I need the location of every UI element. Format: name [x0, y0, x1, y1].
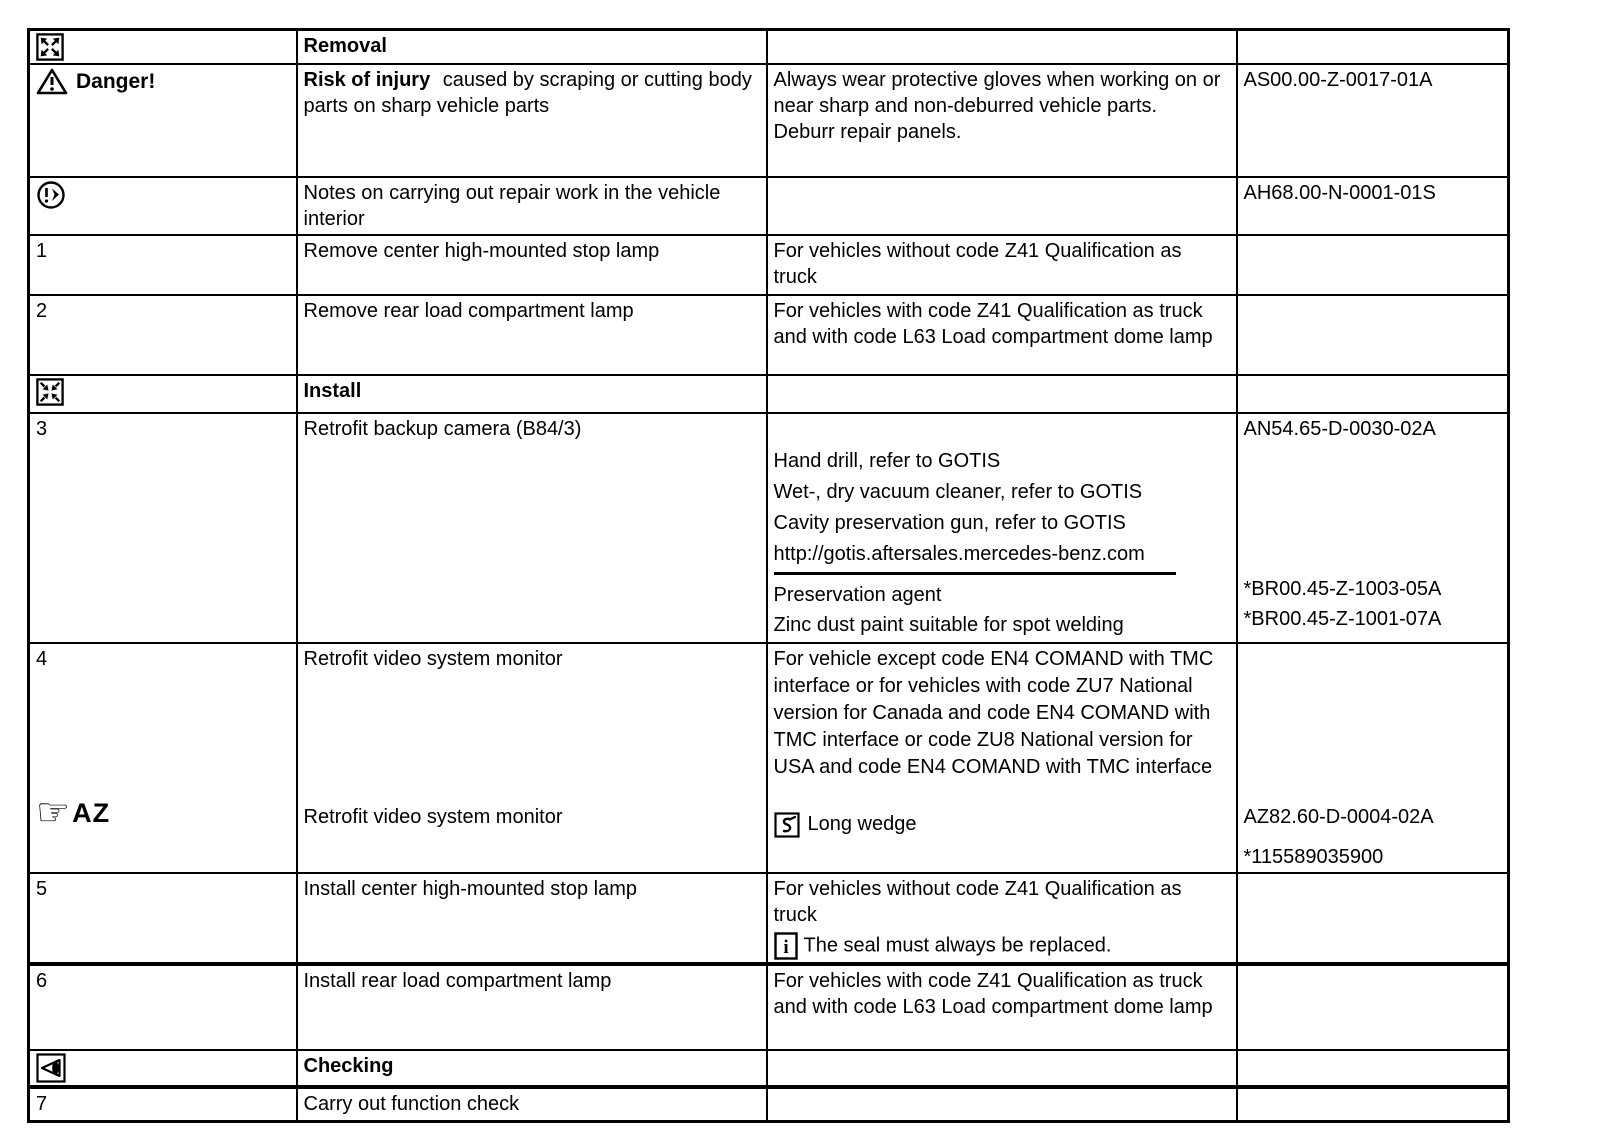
task-text: Retrofit video system monitor — [303, 648, 563, 670]
note-text: For vehicles without code Z41 Qualification as truck — [773, 878, 1182, 926]
task-cell — [297, 873, 767, 964]
code-cell — [1237, 643, 1509, 873]
doc-code: *BR00.45-Z-1001-07A — [1243, 608, 1442, 630]
risk-title: Risk of injury — [303, 69, 431, 91]
code-cell — [1237, 64, 1509, 177]
doc-code: AN54.65-D-0030-02A — [1243, 418, 1436, 440]
note-text: Always wear protective gloves when working on or near sharp and non-deburred vehicle parts. — [773, 69, 1221, 117]
table-row — [29, 30, 1509, 65]
note-cell — [767, 643, 1237, 873]
doc-code: AH68.00-N-0001-01S — [1243, 182, 1436, 204]
symbol-cell — [29, 64, 297, 177]
task-cell — [297, 1050, 767, 1087]
table-row — [29, 873, 1509, 964]
material-item: Preservation agent — [773, 584, 942, 606]
table-row — [29, 375, 1509, 413]
table-row — [29, 235, 1509, 295]
note-cell — [767, 873, 1237, 964]
tool-item: Wet-, dry vacuum cleaner, refer to GOTIS — [773, 481, 1143, 503]
step-number-cell — [29, 643, 297, 873]
task-text: Remove rear load compartment lamp — [303, 300, 634, 322]
task-text: Notes on carrying out repair work in the vehicle interior — [303, 182, 721, 230]
note-text: For vehicles without code Z41 Qualification as truck — [773, 240, 1182, 288]
warning-triangle-icon — [36, 67, 68, 96]
info-icon — [774, 932, 798, 960]
code-cell — [1237, 1087, 1509, 1121]
note-cell — [767, 295, 1237, 375]
note-cell — [767, 413, 1237, 643]
table-row — [29, 643, 1509, 873]
procedure-table — [27, 28, 1510, 1123]
code-cell — [1237, 964, 1509, 1050]
step-number: 3 — [36, 418, 48, 440]
note-cell — [767, 177, 1237, 235]
task-text: Install center high-mounted stop lamp — [303, 878, 638, 900]
note-cell — [767, 30, 1237, 65]
material-item: Zinc dust paint suitable for spot welding — [773, 614, 1124, 636]
tool-item: Hand drill, refer to GOTIS — [773, 450, 1001, 472]
code-cell — [1237, 30, 1509, 65]
tool-item: Long wedge — [807, 813, 917, 835]
special-tool-icon — [774, 812, 800, 838]
note-text: For vehicles with code Z41 Qualification as truck and with code L63 Load compartment dome lamp — [773, 300, 1213, 348]
symbol-cell — [29, 30, 297, 65]
task-cell — [297, 295, 767, 375]
code-cell — [1237, 375, 1509, 413]
symbol-cell — [29, 375, 297, 413]
doc-code: AS00.00-Z-0017-01A — [1243, 69, 1433, 91]
code-cell — [1237, 413, 1509, 643]
task-cell — [297, 1087, 767, 1121]
note-cell — [767, 1087, 1237, 1121]
section-title: Install — [303, 380, 362, 402]
table-row — [29, 964, 1509, 1050]
table-row — [29, 64, 1509, 177]
step-number-cell — [29, 235, 297, 295]
section-title: Removal — [303, 35, 387, 57]
expand-arrows-icon — [36, 33, 64, 61]
task-cell — [297, 413, 767, 643]
step-number-cell — [29, 873, 297, 964]
step-number: 7 — [36, 1093, 48, 1115]
doc-code: AZ82.60-D-0004-02A — [1243, 806, 1434, 828]
code-cell — [1237, 1050, 1509, 1087]
step-number: 2 — [36, 300, 48, 322]
task-cell — [297, 235, 767, 295]
step-number-cell — [29, 413, 297, 643]
task-cell — [297, 643, 767, 873]
code-cell — [1237, 235, 1509, 295]
danger-label: Danger! — [76, 69, 156, 93]
step-number: 1 — [36, 240, 48, 262]
step-number: 5 — [36, 878, 48, 900]
visual-check-icon — [36, 1053, 66, 1083]
step-number: 4 — [36, 648, 48, 670]
code-cell — [1237, 295, 1509, 375]
note-cell — [767, 64, 1237, 177]
step-number-cell — [29, 1087, 297, 1121]
table-row — [29, 295, 1509, 375]
note-text: The seal must always be replaced. — [803, 934, 1112, 957]
doc-code: *BR00.45-Z-1003-05A — [1243, 578, 1442, 600]
tool-item: Cavity preservation gun, refer to GOTIS — [773, 512, 1126, 534]
svg-text:i: i — [782, 937, 789, 958]
table-row — [29, 177, 1509, 235]
task-cell — [297, 375, 767, 413]
risk-text: caused by scraping or cutting body parts on sharp vehicle parts — [303, 69, 752, 117]
table-row — [29, 413, 1509, 643]
note-circle-icon — [36, 180, 66, 210]
collapse-arrows-icon — [36, 378, 64, 406]
task-text: Retrofit video system monitor — [303, 806, 563, 828]
symbol-cell — [29, 177, 297, 235]
section-title: Checking — [303, 1055, 394, 1077]
code-cell — [1237, 177, 1509, 235]
doc-code: *115589035900 — [1243, 846, 1384, 868]
note-cell — [767, 964, 1237, 1050]
table-row — [29, 1050, 1509, 1087]
note-text: Deburr repair panels. — [773, 121, 962, 143]
task-text: Carry out function check — [303, 1093, 520, 1115]
code-cell — [1237, 873, 1509, 964]
step-number-cell — [29, 964, 297, 1050]
pointing-hand-icon: ☞ — [36, 792, 71, 834]
note-cell — [767, 1050, 1237, 1087]
note-text: For vehicle except code EN4 COMAND with TMC interface or for vehicles with code ZU7 National version for Canada and code EN4 COMAND with TMC interface or code ZU8 National version for USA and code EN4 COMAND with TMC interface — [773, 648, 1214, 778]
step-number-cell — [29, 295, 297, 375]
table-row — [29, 1087, 1509, 1121]
task-cell — [297, 964, 767, 1050]
task-text: Install rear load compartment lamp — [303, 970, 612, 992]
step-number: 6 — [36, 970, 48, 992]
note-text: For vehicles with code Z41 Qualification as truck and with code L63 Load compartment dome lamp — [773, 970, 1213, 1018]
task-text: Retrofit backup camera (B84/3) — [303, 418, 582, 440]
task-cell — [297, 30, 767, 65]
task-text: Remove center high-mounted stop lamp — [303, 240, 660, 262]
gotis-url-link[interactable]: http://gotis.aftersales.mercedes-benz.com — [774, 539, 1176, 575]
task-cell — [297, 64, 767, 177]
az-label: AZ — [72, 798, 111, 828]
note-cell — [767, 235, 1237, 295]
note-cell — [767, 375, 1237, 413]
task-cell — [297, 177, 767, 235]
symbol-cell — [29, 1050, 297, 1087]
